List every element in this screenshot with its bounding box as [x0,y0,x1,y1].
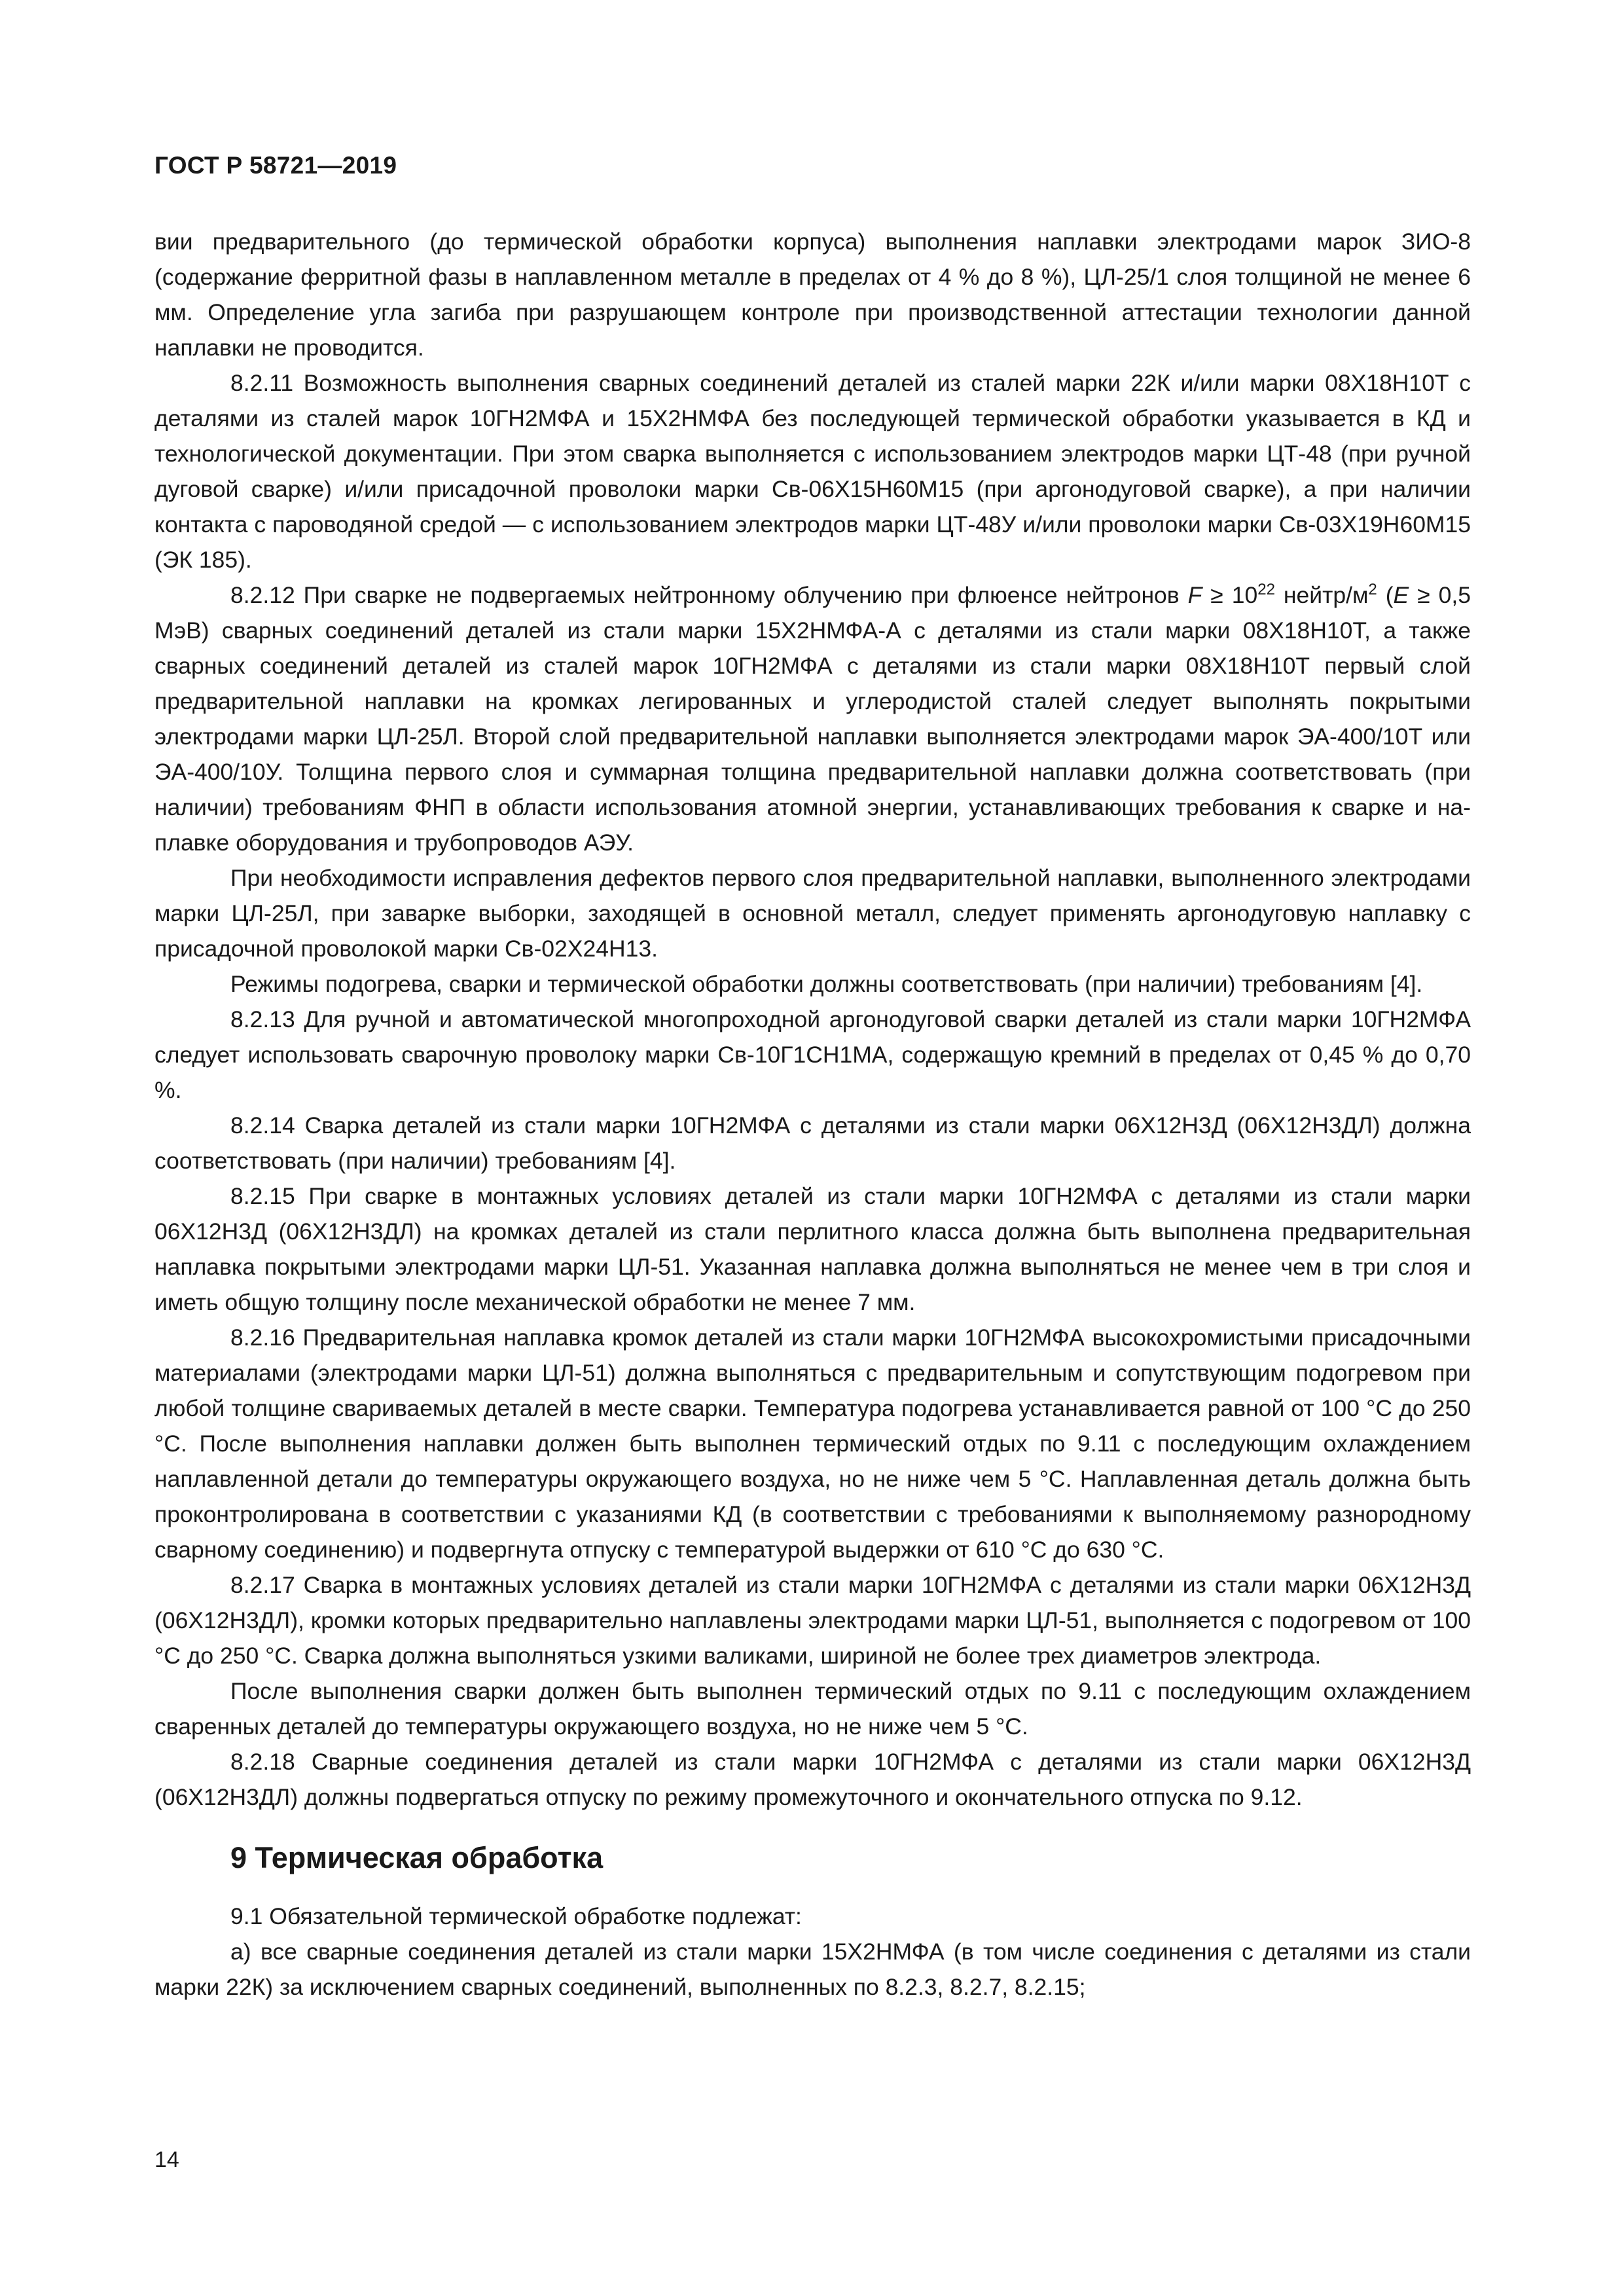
standard-header: ГОСТ Р 58721—2019 [154,152,397,179]
paragraph-modes: Режимы подогрева, сварки и термической обработки должны соответствовать (при наличии) требованиям [4]. [230,971,1423,997]
text-run: 8.2.12 При сварке не подвергаемых нейтронному облучению при флюенсе нейтронов [230,582,1188,608]
paragraph-8-2-11: 8.2.11 Возможность выполнения сварных соединений деталей из сталей марки 22К и/или марки 08Х18Н10Т с деталями из сталей марок 10ГН2МФА и 15Х2НМФА без последующей термической обработки указывается в КД и технологической документации. При этом сварка выполняется с использованием электродов марки ЦТ-48 (при ручной дуговой сварке) и/или присадочной проволоки марки Св-06Х15Н60М15 (при аргонодуговой сварке), а при наличии контакта с пароводяной средой — с использованием электродов марки ЦТ-48У и/или проволоки марки Св-03Х19Н60М15 (ЭК 185). [154,370,1471,573]
paragraph-8-2-15: 8.2.15 При сварке в монтажных условиях деталей из стали марки 10ГН2МФА с деталями из стали марки 06Х12Н3Д (06Х12Н3ДЛ) на кромках деталей из стали перлитного класса должна быть выполнена предварительная наплавка покрытыми электродами марки ЦЛ-51. Указанная наплавка должна выполняться не менее чем в три слоя и иметь общую толщину после механической обработки не менее 7 мм. [154,1183,1471,1315]
section-title: 9 Термическая обработка [230,1841,604,1874]
superscript-2: 2 [1368,581,1377,599]
paragraph-8-2-14: 8.2.14 Сварка деталей из стали марки 10ГН2МФА с деталями из стали марки 06Х12Н3Д (06Х12Н3ДЛ) должна соответствовать (при наличии) требованиям [4]. [154,1112,1471,1174]
paragraph-9-1: 9.1 Обязательной термической обработке подлежат: [230,1903,802,1929]
paragraph-8-2-18: 8.2.18 Сварные соединения деталей из стали марки 10ГН2МФА с деталями из стали марки 06Х12Н3Д (06Х12Н3ДЛ) должны подвергаться отпуску по режиму промежуточного и окончательного отпуска по 9.12. [154,1749,1471,1810]
text-run: ( [1377,582,1394,608]
superscript-22: 22 [1257,581,1275,599]
paragraph-8-2-17: 8.2.17 Сварка в монтажных условиях деталей из стали марки 10ГН2МФА с деталями из стали марки 06Х12Н3Д (06Х12Н3ДЛ), кромки которых предварительно наплавлены электродами марки ЦЛ-51, выполняется с подогревом от 100 °С до 250 °С. Сварка должна выполняться узкими валиками, шириной не более трех диаметров электрода. [154,1572,1471,1669]
symbol-e: E [1393,582,1409,608]
text-run: нейтр/м [1274,582,1369,608]
symbol-f: F [1187,582,1202,608]
text-run: ≥ 0,5 МэВ) сварных соединений деталей из стали марки 15Х2НМФА-А с деталями из стали марки 08Х18Н10Т, а также сварных соединений деталей из сталей марок 10ГН2МФА с деталями из стали марки 08Х18Н10Т первый слой предварительной наплавки на кромках легированных и углеродистой сталей следует выполнять покрытыми электродами марки ЦЛ-25Л. Второй слой предварительной наплавки выполняется электродами марок ЭА-400/10Т или ЭА-400/10У. Толщина первого слоя и суммарная толщина предварительной наплавки должна соответствовать (при наличии) требованиям ФНП в области использования атомной энергии, устанавливающих требования к сварке и наплавке оборудования и трубопроводов АЭУ. [154,582,1471,856]
paragraph-8-2-13: 8.2.13 Для ручной и автоматической многопроходной аргонодуговой сварки деталей из стали марки 10ГН2МФА следует использовать сварочную проволоку марки Св-10Г1СН1МА, содержащую кремний в пределах от 0,45 % до 0,70 %. [154,1006,1471,1103]
paragraph-after-welding: После выполнения сварки должен быть выполнен термический отдых по 9.11 с последующим охлаждением сваренных деталей до температуры окружающего воздуха, но не ниже чем 5 °С. [154,1678,1471,1740]
list-item-a: а) все сварные соединения деталей из стали марки 15Х2НМФА (в том числе соединения с деталями из стали марки 22К) за исключением сварных соединений, выполненных по 8.2.3, 8.2.7, 8.2.15; [154,1939,1471,2000]
document-body [154,224,1471,2005]
paragraph-continuation: вии предварительного (до термической обработки корпуса) выполнения наплавки электродами марок ЗИО-8 (содержание ферритной фазы в наплавленном металле в пределах от 4 % до 8 %), ЦЛ-25/1 слоя толщиной не менее 6 мм. Определение угла загиба при разрушающем контроле при производственной аттестации технологии данной наплавки не проводится. [154,228,1471,361]
page-number: 14 [154,2147,179,2172]
paragraph-defect-repair: При необходимости исправления дефектов первого слоя предварительной наплавки, выполненного электродами марки ЦЛ-25Л, при заварке выборки, заходящей в основной металл, следует применять аргонодуговую наплавку с присадочной проволокой марки Св-02Х24Н13. [154,865,1471,962]
paragraph-8-2-12 [154,577,1471,860]
text-run: ≥ 10 [1202,582,1258,608]
paragraph-8-2-16: 8.2.16 Предварительная наплавка кромок деталей из стали марки 10ГН2МФА высокохромистыми присадочными материалами (электродами марки ЦЛ-51) должна выполняться с предварительным и сопутствующим подогревом при любой толщине свариваемых деталей в месте сварки. Температура подогрева устанавливается равной от 100 °С до 250 °С. После выполнения наплавки должен быть выполнен термический отдых по 9.11 с последующим охлаждением наплавленной детали до температуры окружающего воздуха, но не ниже чем 5 °С. Наплавленная деталь должна быть проконтролирована в соответствии с указаниями КД (в соответствии с требованиями к выполняемому разнородному сварному соединению) и подвергнута отпуску с температурой выдержки от 610 °С до 630 °С. [154,1324,1471,1563]
